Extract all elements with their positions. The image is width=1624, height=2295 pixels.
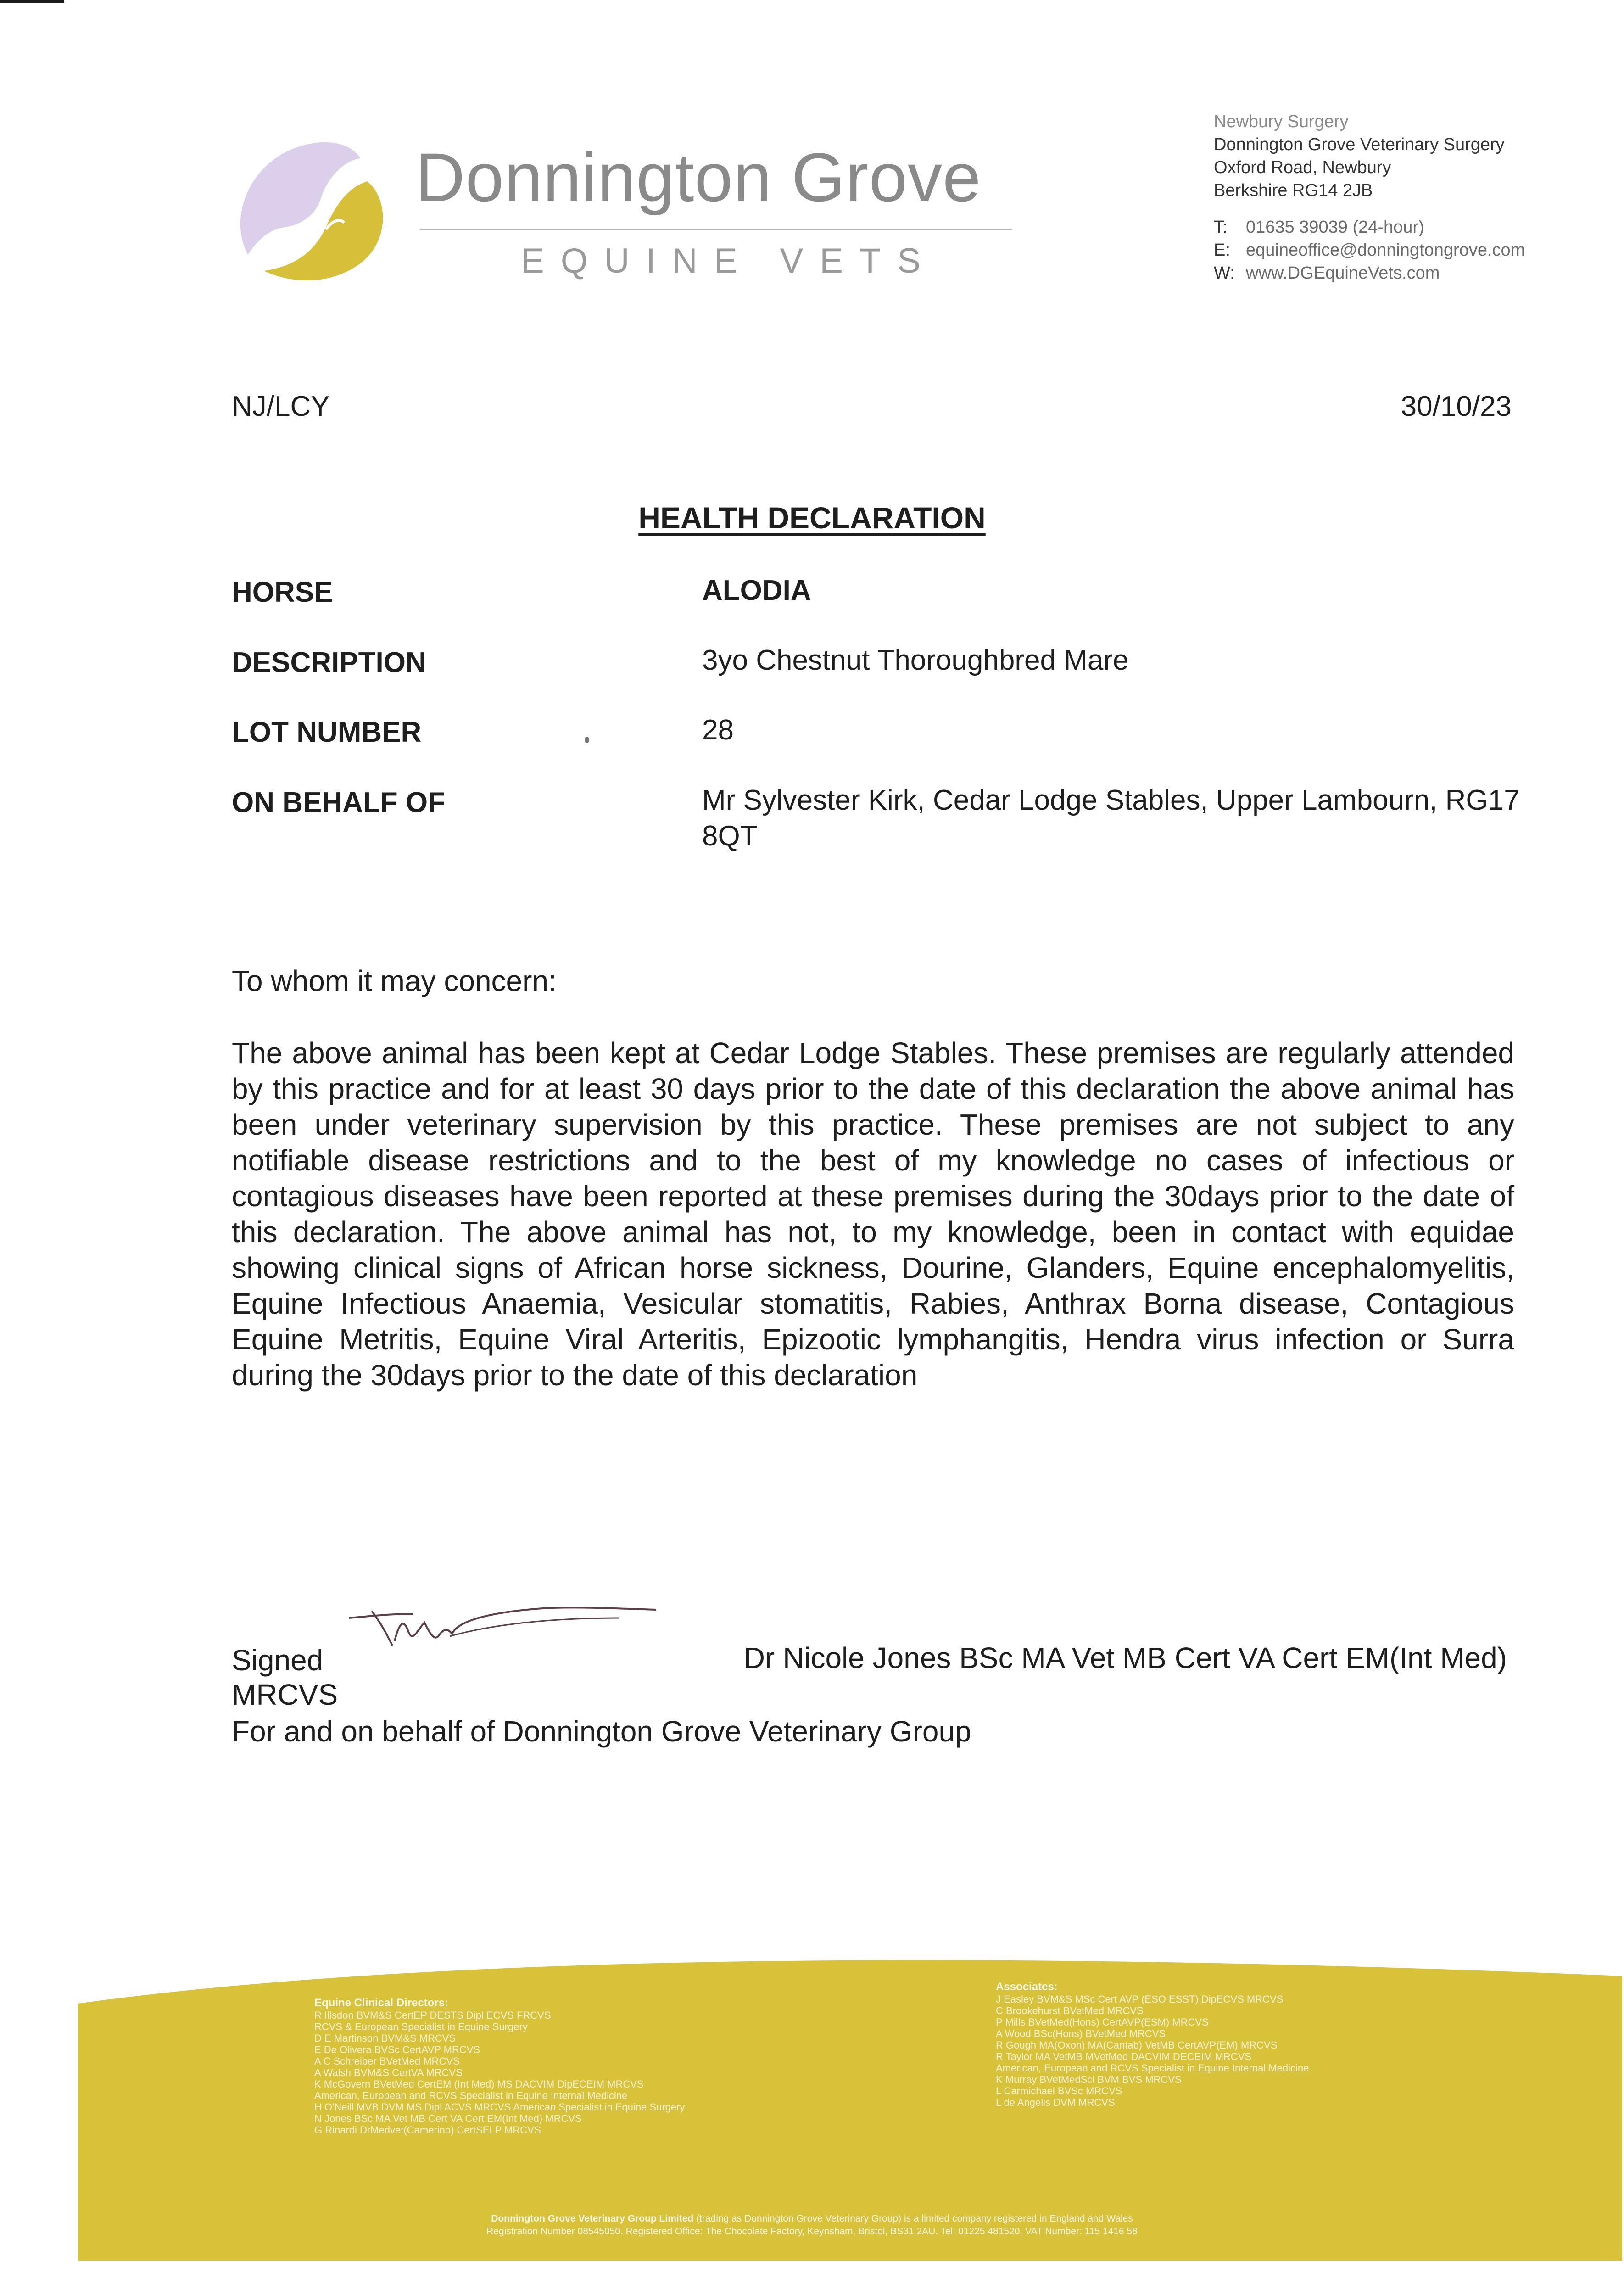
lot-number-label: LOT NUMBER [232,716,422,748]
director-entry: K McGovern BVetMed CertEM (Int Med) MS DACVIM DipECEIM MRCVS [314,2078,644,2090]
scan-speck [585,737,589,743]
signed-label: Signed [232,1644,324,1677]
director-entry: N Jones BSc MA Vet MB Cert VA Cert EM(Int Med) MRCVS [314,2113,582,2124]
director-entry: G Rinardi DrMedvet(Camerino) CertSELP MRCVS [314,2124,541,2136]
letter-date: 30/10/23 [1401,391,1512,422]
director-entry: A Walsh BVM&S CertVA MRCVS [314,2067,463,2078]
associates-list [996,1993,1309,2108]
contact-details [1214,216,1525,285]
director-entry: RCVS & European Specialist in Equine Surgery [314,2021,528,2032]
brand-subtitle: EQUINE VETS [521,241,937,280]
description-label: DESCRIPTION [232,647,426,678]
email-address: equineoffice@donningtongrove.com [1246,241,1525,260]
associates-heading: Associates: [996,1981,1058,1993]
director-entry: E De Olivera BVSc CertAVP MRCVS [314,2044,480,2055]
associate-entry: R Gough MA(Oxon) MA(Cantab) VetMB CertAVP(EM) MRCVS [996,2039,1278,2051]
director-entry: H O'Neill MVB DVM MS Dipl ACVS MRCVS American Specialist in Equine Surgery [314,2101,685,2113]
scan-edge-mark [0,0,64,3]
on-behalf-of-value: Mr Sylvester Kirk, Cedar Lodge Stables, Upper Lambourn, RG17 8QT [702,784,1520,852]
associate-entry: J Easley BVM&S MSc Cert AVP (ESO ESST) DipECVS MRCVS [996,1993,1284,2005]
contact-key: T: [1214,218,1228,237]
associate-entry: K Murray BVetMedSci BVM BVS MRCVS [996,2074,1182,2085]
phone-number: 01635 39039 (24-hour) [1246,218,1424,237]
company-name: Donnington Grove Veterinary Group Limited [491,2213,694,2224]
address-line: Berkshire RG14 2JB [1214,181,1373,200]
horse-label: HORSE [232,577,333,608]
contact-web [1214,262,1525,285]
associate-entry: C Brookehurst BVetMed MRCVS [996,2005,1144,2016]
surgery-address [1214,110,1505,202]
associate-entry: L Carmichael BVSc MRCVS [996,2085,1122,2097]
logo-emblem [229,133,395,294]
directors-heading: Equine Clinical Directors: [314,1997,449,2009]
horse-value: ALODIA [702,575,811,606]
company-line: Registration Number 08545050. Registered Office: The Chocolate Factory, Keynsham, Bristol, BS31 2AU. Tel: 01225 481520. VAT Number: 115 1416 58 [486,2226,1138,2237]
lot-number-value: 28 [702,714,734,746]
description-value: 3yo Chestnut Thoroughbred Mare [702,644,1129,676]
document-title: HEALTH DECLARATION [638,501,986,535]
directors-list [314,2010,685,2136]
associate-entry: L de Angelis DVM MRCVS [996,2097,1115,2108]
signatory-suffix: MRCVS [232,1678,338,1711]
surgery-name: Newbury Surgery [1214,112,1349,131]
signatory-name: Dr Nicole Jones BSc MA Vet MB Cert VA Cert EM(Int Med) [743,1641,1507,1674]
contact-key: E: [1214,241,1230,260]
director-entry: A C Schreiber BVetMed MRCVS [314,2055,460,2067]
on-behalf-of-label: ON BEHALF OF [232,787,445,818]
contact-email [1214,239,1525,262]
director-entry: D E Martinson BVM&S MRCVS [314,2032,456,2044]
director-entry: American, European and RCVS Specialist in Equine Internal Medicine [314,2090,628,2101]
brand-name: Donnington Grove [415,139,982,216]
address-line: Donnington Grove Veterinary Surgery [1214,135,1505,154]
declaration-body: The above animal has been kept at Cedar Lodge Stables. These premises are regularly attended by this practice and for at least 30 days prior to the date of this declaration the above animal has been under veterinary supervision by this practice. These premises are not subject to any notifiable disease restrictions and to the best of my knowledge no cases of infectious or contagious diseases have been reported at these premises during the 30days prior to the date of this declaration. The above animal has not, to my knowledge, been in contact with equidae showing clinical signs of African horse sickness, Dourine, Glanders, Equine encephalomyelitis, Equine Infectious Anaemia, Vesicular stomatitis, Rabies, Anthrax Borna disease, Contagious Equine Metritis, Equine Viral Arteritis, Epizootic lymphangitis, Hendra virus infection or Surra during the 30days prior to the date of this declaration [232,1036,1514,1392]
footer-band [78,1928,1622,2261]
reference: NJ/LCY [232,391,330,422]
on-behalf-line: For and on behalf of Donnington Grove Veterinary Group [232,1715,971,1748]
website-url: www.DGEquineVets.com [1246,263,1440,283]
contact-key: W: [1214,263,1235,283]
address-line: Oxford Road, Newbury [1214,158,1391,177]
contact-phone [1214,216,1525,239]
director-entry: R Illsdon BVM&S CertEP DESTS Dipl ECVS FRCVS [314,2010,551,2021]
greeting: To whom it may concern: [232,964,557,997]
company-registration [0,2212,1624,2238]
handwritten-signature [344,1586,665,1664]
associate-entry: R Taylor MA VetMB MVetMed DACVIM DECEIM MRCVS [996,2051,1252,2062]
company-line: (trading as Donnington Grove Veterinary Group) is a limited company registered in England and Wales [696,2213,1133,2224]
associate-entry: A Wood BSc(Hons) BVetMed MRCVS [996,2028,1166,2039]
associate-entry: P Mills BVetMed(Hons) CertAVP(ESM) MRCVS [996,2016,1209,2028]
associate-entry: American, European and RCVS Specialist in Equine Internal Medicine [996,2062,1309,2074]
